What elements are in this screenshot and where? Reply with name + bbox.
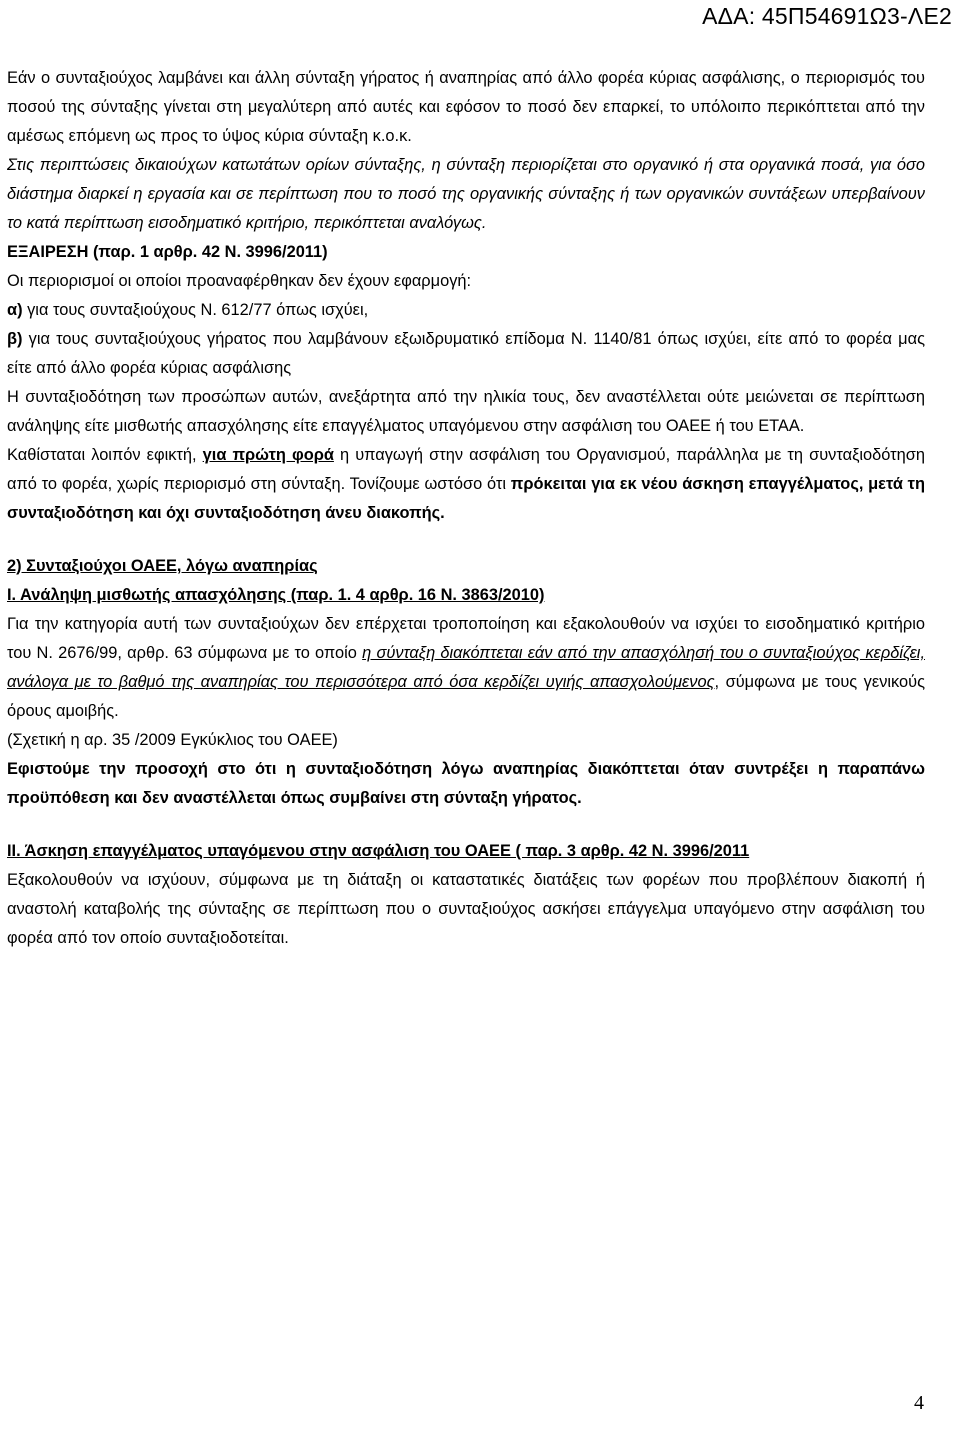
subsection-2-heading: ΙΙ. Άσκηση επαγγέλματος υπαγόμενου στην ασφάλιση του ΟΑΕΕ ( παρ. 3 αρθρ. 42 Ν. 3996/2011 [7,842,750,860]
page-number: 4 [914,1392,924,1414]
exception-intro: Οι περιορισμοί οι οποίοι προαναφέρθηκαν δεν έχουν εφαρμογή: [7,272,472,290]
category-text-2: , σύμφωνα με τους γενικούς όρους αμοιβής. [7,673,925,720]
item-a-text: για τους συνταξιούχους Ν. 612/77 όπως ισχύει, [22,301,369,319]
item-b-text: για τους συνταξιούχους γήρατος που λαμβάνουν εξωιδρυματικό επίδομα Ν. 1140/81 όπως ισχύει, είτε από το φορέα μας είτε από άλλο φορέα κύριας ασφάλισης [7,330,925,377]
section-2-heading: 2) Συνταξιούχοι ΟΑΕΕ, λόγω αναπηρίας [7,557,318,575]
exception-item-b [7,325,925,383]
paragraph-first-time [7,441,925,528]
category-text-1: Για την κατηγορία αυτή των συνταξιούχων δεν επέρχεται τροποποίηση και εξακολουθούν να ισχύει το εισοδηματικό κριτήριο του Ν. 2676/99, αρθρ. 63 σύμφωνα με το οποίο [7,615,925,662]
paragraph-minimum-pension-limits: Στις περιπτώσεις δικαιούχων κατωτάτων ορίων σύνταξης, η σύνταξη περιορίζεται στο οργανικό ή στα οργανικά ποσά, για όσο διάστημα διαρκεί η εργασία και σε περίπτωση που το ποσό της οργανικής σύνταξης ή των οργανικών συντάξεων υπερβαίνουν το κατά περίπτωση εισοδηματικό κριτήριο, περικόπτεται αναλόγως. [7,156,925,232]
first-time-text-1: Καθίσταται λοιπόν εφικτή, [7,446,203,464]
subsection-1-heading: Ι. Ανάληψη μισθωτής απασχόλησης (παρ. 1. 4 αρθρ. 16 Ν. 3863/2010) [7,586,545,604]
circular-reference: (Σχετική η αρ. 35 /2009 Εγκύκλιος του ΟΑΕΕ) [7,731,338,749]
document-body [7,64,925,953]
first-time-text-2: η υπαγωγή στην ασφάλιση του Οργανισμού, παράλληλα με τη συνταξιοδότηση από το φορέα, χωρίς περιορισμό στη σύνταξη. Τονίζουμε ωστόσο ότι [7,446,926,493]
category-emphasis: η σύνταξη διακόπτεται εάν από την απασχόλησή του ο συνταξιούχος κερδίζει, ανάλογα με το βαθμό της αναπηρίας του περισσότερα από όσα κερδίζει υγιής απασχολούμενος [7,644,925,691]
item-b-marker: β) [7,330,23,348]
first-time-emphasis: για πρώτη φορά [202,446,334,464]
exception-heading: ΕΞΑΙΡΕΣΗ (παρ. 1 αρθρ. 42 Ν. 3996/2011) [7,243,328,261]
item-a-marker: α) [7,301,23,319]
exception-item-a [7,296,925,325]
paragraph-statutory-provisions: Εξακολουθούν να ισχύουν, σύμφωνα με τη διάταξη οι καταστατικές διατάξεις των φορέων που προβλέπουν διακοπή ή αναστολή καταβολής της σύνταξης σε περίπτωση που ο συνταξιούχος ασκήσει επάγγελμα υπαγόμενο στην ασφάλιση του φορέα από τον οποίο συνταξιοδοτείται. [7,871,925,947]
paragraph-pension-not-suspended: Η συνταξιοδότηση των προσώπων αυτών, ανεξάρτητα από την ηλικία τους, δεν αναστέλλεται ούτε μειώνεται σε περίπτωση ανάληψης είτε μισθωτής απασχόλησης είτε επαγγέλματος υπαγόμενου στην ασφάλιση του ΟΑΕΕ ή του ΕΤΑΑ. [7,388,925,435]
ada-code: ΑΔΑ: 45Π54691Ω3-ΛΕ2 [702,3,952,29]
first-time-bold: πρόκειται για εκ νέου άσκηση επαγγέλματος, μετά τη συνταξιοδότηση και όχι συνταξιοδότηση άνευ διακοπής. [7,475,925,522]
spacer [7,813,925,837]
paragraph-disability-category [7,610,925,726]
spacer [7,528,925,552]
paragraph-multiple-pensions: Εάν ο συνταξιούχος λαμβάνει και άλλη σύνταξη γήρατος ή αναπηρίας από άλλο φορέα κύριας ασφάλισης, ο περιορισμός του ποσού της σύνταξης γίνεται στη μεγαλύτερη από αυτές και εφόσον το ποσό δεν επαρκεί, το υπόλοιπο περικόπτεται από την αμέσως επόμενη ως προς το ύψος κύρια σύνταξη κ.ο.κ. [7,69,925,145]
paragraph-attention: Εφιστούμε την προσοχή στο ότι η συνταξιοδότηση λόγω αναπηρίας διακόπτεται όταν συντρέξει η παραπάνω προϋπόθεση και δεν αναστέλλεται όπως συμβαίνει στη σύνταξη γήρατος. [7,760,925,807]
